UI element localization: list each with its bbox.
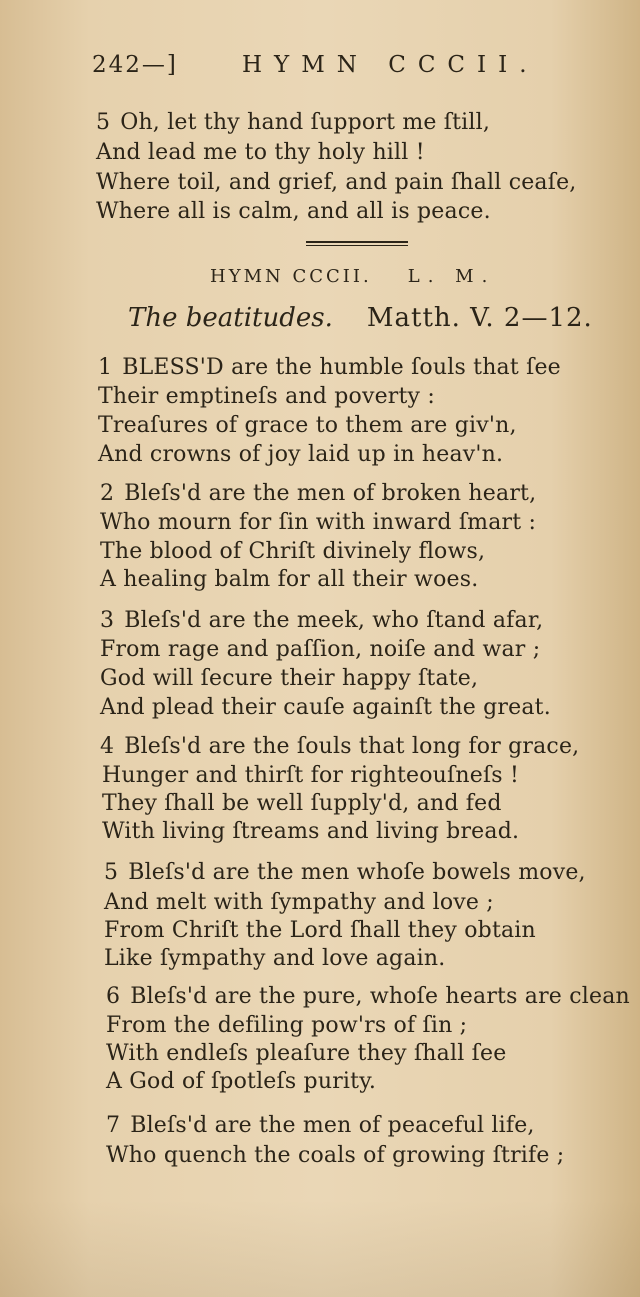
hymn-heading [210, 266, 495, 287]
stanza-line: From Chriſt the Lord ſhall they obtain [104, 918, 536, 943]
hymn-subtitle-row [128, 303, 593, 333]
stanza-line: Who mourn for ſin with inward ſmart : [100, 510, 537, 535]
stanza-line: And melt with ſympathy and love ; [104, 890, 494, 915]
stanza-number: 7 [106, 1113, 121, 1138]
stanza-line: 7 Bleſs'd are the men of peaceful life, [106, 1113, 535, 1138]
stanza-number: 6 [106, 984, 121, 1009]
hymn-meter: L. M. [407, 266, 496, 287]
stanza-number: 1 [98, 355, 113, 380]
section-divider [306, 241, 408, 246]
stanza-line: 4 Bleſs'd are the ſouls that long for grace, [100, 734, 580, 759]
stanza-number: 5 [96, 110, 111, 135]
stanza-line: 5 Bleſs'd are the men whoſe bowels move, [104, 860, 586, 885]
scripture-reference: Matth. V. 2—12. [366, 303, 593, 333]
stanza-line: Treaſures of grace to them are giv'n, [98, 413, 517, 438]
stanza-line: 2 Bleſs'd are the men of broken heart, [100, 481, 537, 506]
stanza-line: From the defiling pow'rs of ſin ; [106, 1013, 468, 1038]
stanza-line: Like ſympathy and love again. [104, 946, 446, 971]
stanza-number: 4 [100, 734, 115, 759]
page-number: 242—] [92, 52, 178, 78]
stanza-line: Where toil, and grief, and pain ſhall ceaſe, [96, 170, 577, 195]
stanza-line: From rage and paſſion, noiſe and war ; [100, 637, 541, 662]
stanza-line: The blood of Chriſt divinely flows, [100, 539, 486, 564]
stanza-line: 3 Bleſs'd are the meek, who ſtand afar, [100, 608, 544, 633]
stanza-line: 1 BLESS'D are the humble ſouls that ſee [98, 355, 561, 380]
stanza-line: God will ſecure their happy ſtate, [100, 666, 479, 691]
stanza-line: And lead me to thy holy hill ! [96, 140, 425, 165]
stanza-line: With endleſs pleaſure they ſhall ſee [106, 1041, 507, 1066]
running-header [92, 52, 539, 78]
stanza-line: A healing balm for all their woes. [100, 567, 479, 592]
stanza-line: A God of ſpotleſs purity. [106, 1069, 377, 1094]
stanza-line: 5 Oh, let thy hand ſupport me ſtill, [96, 110, 491, 135]
stanza-line: They ſhall be well ſupply'd, and fed [102, 791, 502, 816]
hymn-subtitle: The beatitudes. [128, 303, 333, 333]
stanza-line: 6 Bleſs'd are the pure, whoſe hearts are clean [106, 984, 630, 1009]
stanza-number: 5 [104, 860, 119, 885]
stanza-line: Hunger and thirſt for righteouſneſs ! [102, 763, 520, 788]
stanza-number: 3 [100, 608, 115, 633]
hymn-title: HYMN CCCII. [210, 266, 372, 287]
stanza-line: Their emptineſs and poverty : [98, 384, 435, 409]
stanza-number: 2 [100, 481, 115, 506]
stanza-line: And crowns of joy laid up in heav'n. [98, 442, 504, 467]
stanza-line: Where all is calm, and all is peace. [96, 199, 491, 224]
stanza-line: With living ſtreams and living bread. [102, 819, 520, 844]
stanza-line: And plead their cauſe againſt the great. [100, 695, 551, 720]
stanza-line: Who quench the coals of growing ſtrife ; [106, 1143, 565, 1168]
running-title: HYMN CCCII. [242, 52, 539, 78]
